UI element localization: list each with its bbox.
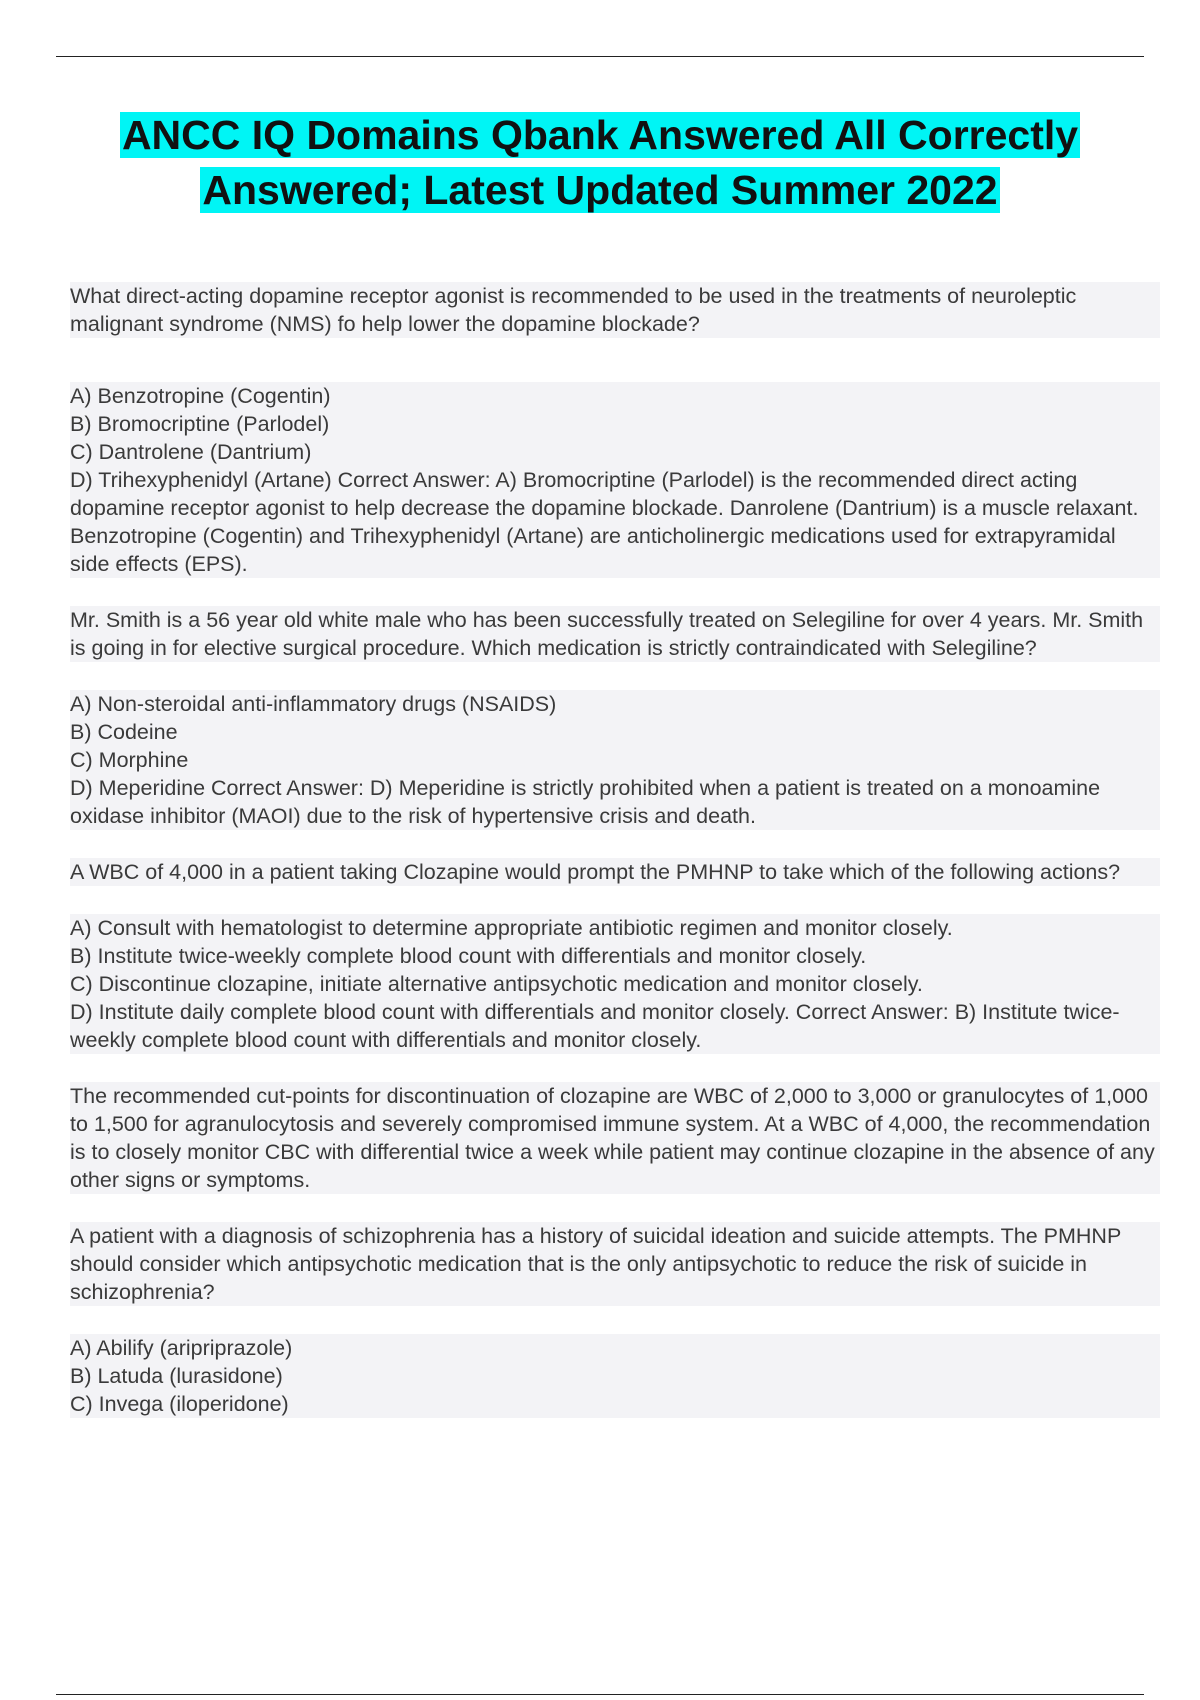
question-3-option-a: A) Consult with hematologist to determine appropriate antibiotic regimen and monitor closely. <box>70 914 1160 942</box>
question-2-option-c: C) Morphine <box>70 746 1160 774</box>
question-1-option-c: C) Dantrolene (Dantrium) <box>70 438 1160 466</box>
title-line-1: ANCC IQ Domains Qbank Answered All Correctly <box>121 112 1079 158</box>
question-4-option-c: C) Invega (iloperidone) <box>70 1390 1160 1418</box>
question-2-option-d-answer: D) Meperidine Correct Answer: D) Meperidine is strictly prohibited when a patient is treated on a monoamine oxidase inhibitor (MAOI) due to the risk of hypertensive crisis and death. <box>70 774 1160 830</box>
question-4-option-b: B) Latuda (lurasidone) <box>70 1362 1160 1390</box>
bottom-rule <box>56 1694 1144 1695</box>
question-1-options <box>70 382 1160 578</box>
question-3-options <box>70 914 1160 1054</box>
title-line-2: Answered; Latest Updated Summer 2022 <box>202 167 998 213</box>
question-1-option-a: A) Benzotropine (Cogentin) <box>70 382 1160 410</box>
question-1-option-b: B) Bromocriptine (Parlodel) <box>70 410 1160 438</box>
question-3-explanation: The recommended cut-points for discontinuation of clozapine are WBC of 2,000 to 3,000 or granulocytes of 1,000 to 1,500 for agranulocytosis and severely compromised immune system. At a WBC of 4,000, the recommendation is to closely monitor CBC with differential twice a week while patient may continue clozapine in the absence of any other signs or symptoms. <box>70 1082 1160 1194</box>
document-title <box>40 108 1160 218</box>
question-4-option-a: A) Abilify (aripriprazole) <box>70 1334 1160 1362</box>
question-4-stem: A patient with a diagnosis of schizophrenia has a history of suicidal ideation and suicide attempts. The PMHNP should consider which antipsychotic medication that is the only antipsychotic to reduce the risk of suicide in schizophrenia? <box>70 1222 1160 1306</box>
top-rule <box>56 56 1144 57</box>
question-2-stem: Mr. Smith is a 56 year old white male who has been successfully treated on Selegiline for over 4 years. Mr. Smith is going in for elective surgical procedure. Which medication is strictly contraindicated with Selegiline? <box>70 606 1160 662</box>
qbank-content <box>70 282 1160 1418</box>
question-2-option-a: A) Non-steroidal anti-inflammatory drugs (NSAIDS) <box>70 690 1160 718</box>
question-3-stem: A WBC of 4,000 in a patient taking Clozapine would prompt the PMHNP to take which of the following actions? <box>70 858 1160 886</box>
question-2-option-b: B) Codeine <box>70 718 1160 746</box>
question-3-option-c: C) Discontinue clozapine, initiate alternative antipsychotic medication and monitor closely. <box>70 970 1160 998</box>
question-3-option-d-answer: D) Institute daily complete blood count with differentials and monitor closely. Correct Answer: B) Institute twice-weekly complete blood count with differentials and monitor closely. <box>70 998 1160 1054</box>
question-1-stem: What direct-acting dopamine receptor agonist is recommended to be used in the treatments of neuroleptic malignant syndrome (NMS) fo help lower the dopamine blockade? <box>70 282 1160 338</box>
question-2-options <box>70 690 1160 830</box>
question-3-option-b: B) Institute twice-weekly complete blood count with differentials and monitor closely. <box>70 942 1160 970</box>
question-1-option-d-answer: D) Trihexyphenidyl (Artane) Correct Answer: A) Bromocriptine (Parlodel) is the recommended direct acting dopamine receptor agonist to help decrease the dopamine blockade. Danrolene (Dantrium) is a muscle relaxant. Benzotropine (Cogentin) and Trihexyphenidyl (Artane) are anticholinergic medications used for extrapyramidal side effects (EPS). <box>70 466 1160 578</box>
question-4-options <box>70 1334 1160 1418</box>
